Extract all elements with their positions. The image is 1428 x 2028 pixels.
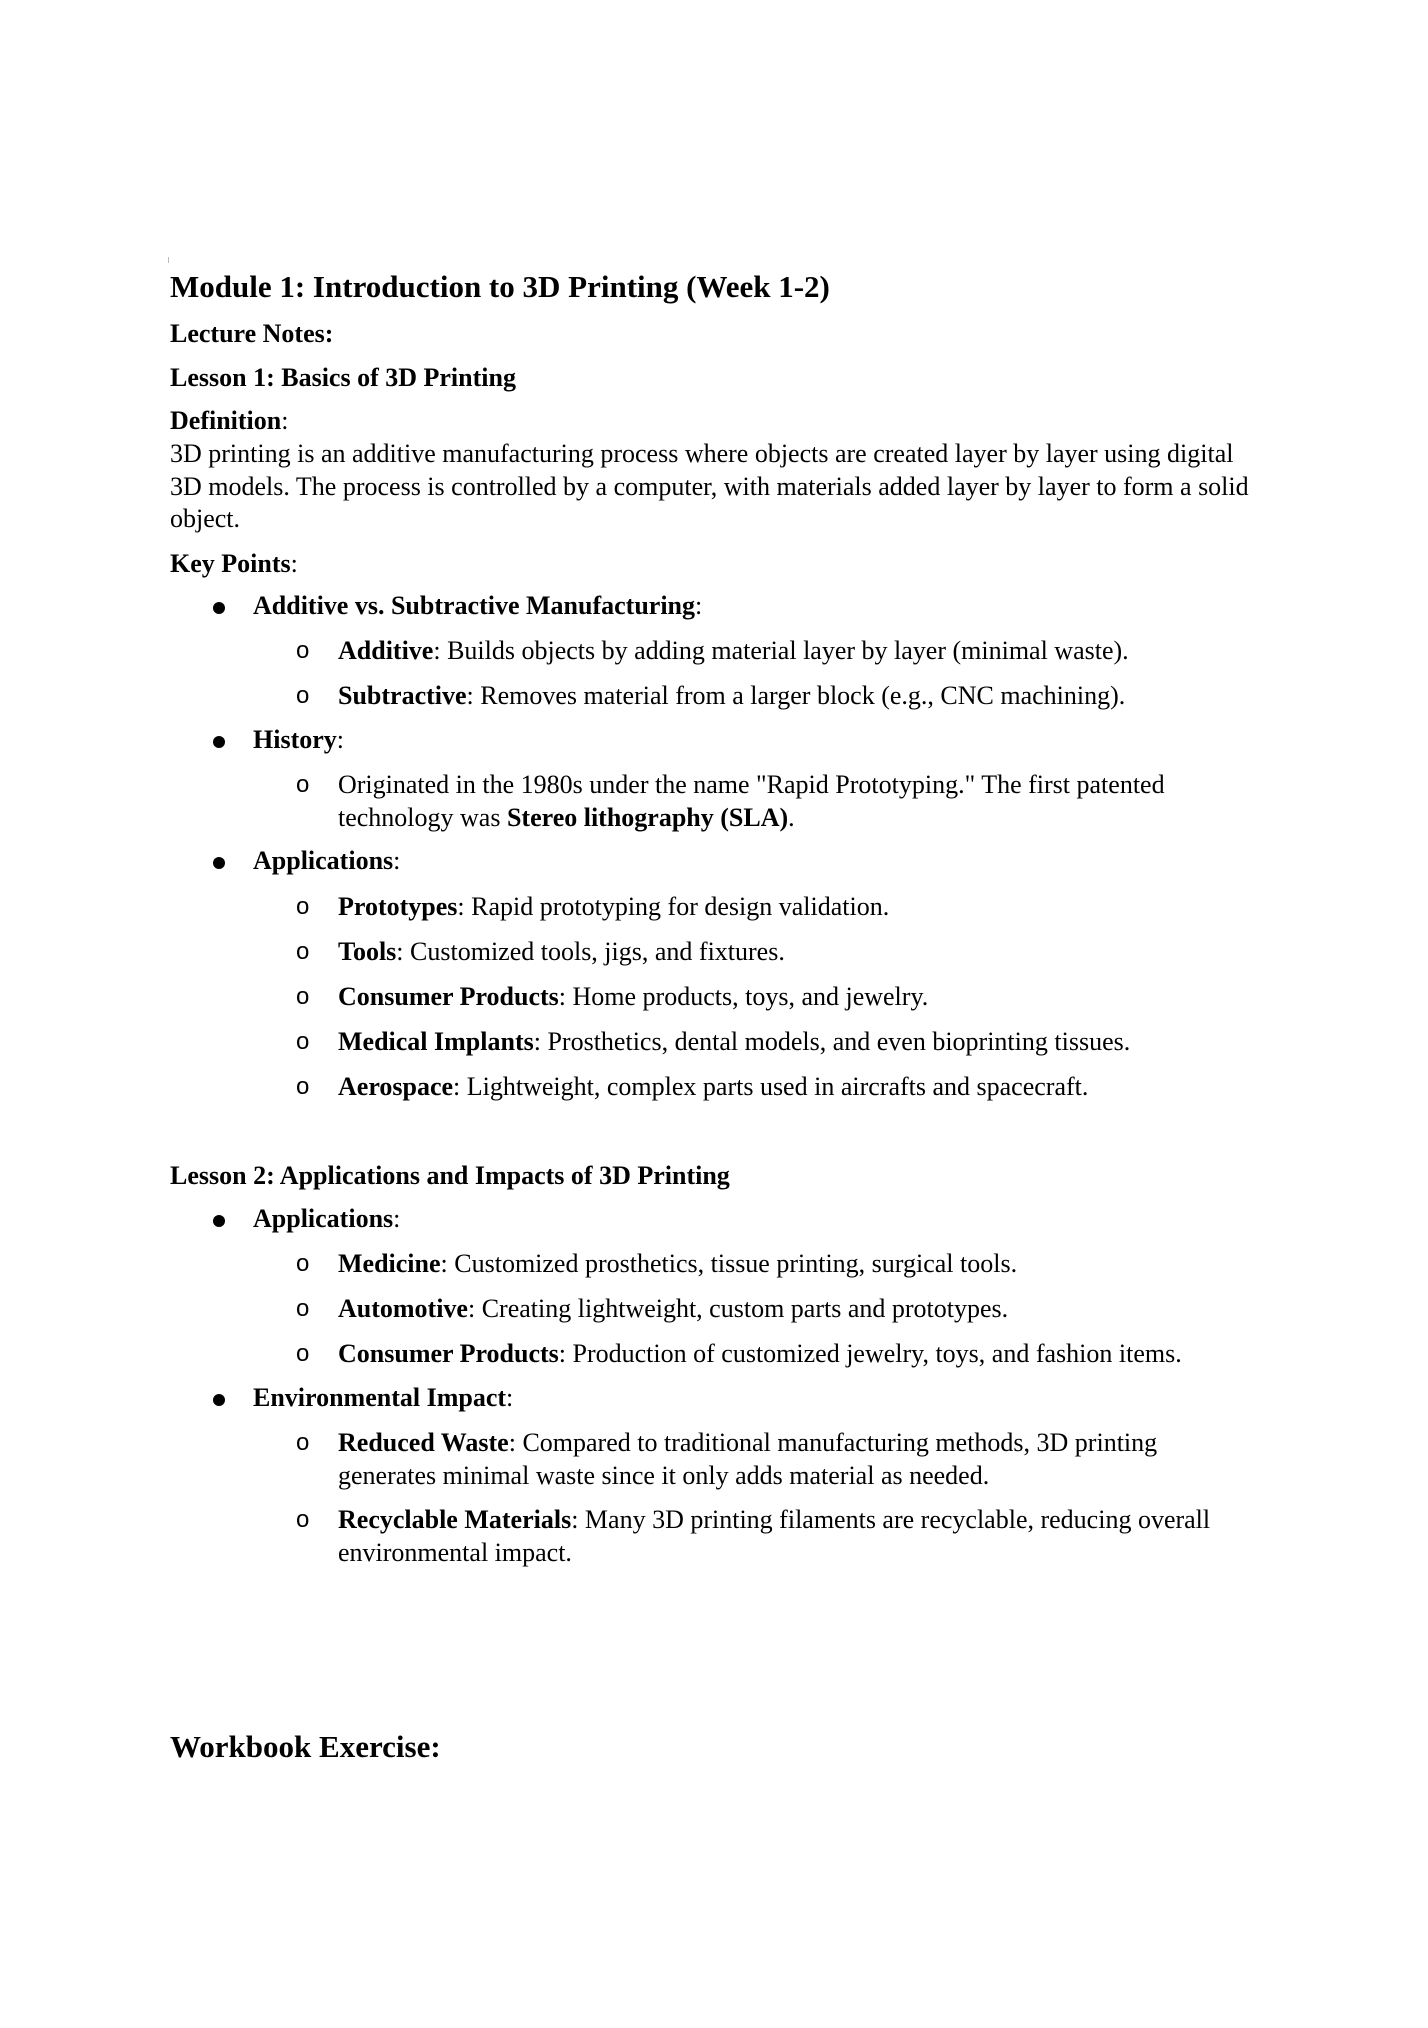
sub-bullet-icon: o bbox=[296, 771, 310, 798]
sub-bullet-icon: o bbox=[296, 1073, 310, 1100]
app-item-automotive: Automotive: Creating lightweight, custom parts and prototypes. bbox=[338, 1294, 1009, 1323]
bullet-icon bbox=[213, 736, 225, 748]
history-heading: History: bbox=[253, 725, 344, 754]
history-item: Originated in the 1980s under the name "Rapid Prototyping." The first patented technology was Stereo lithography (SLA). bbox=[338, 770, 1165, 832]
app-item-consumer-products: Consumer Products: Home products, toys, and jewelry. bbox=[338, 982, 929, 1011]
workbook-exercise-heading: Workbook Exercise: bbox=[170, 1729, 441, 1764]
sub-bullet-icon: o bbox=[296, 682, 310, 709]
app-item-prototypes: Prototypes: Rapid prototyping for design validation. bbox=[338, 892, 890, 921]
lesson1-title: Lesson 1: Basics of 3D Printing bbox=[170, 363, 516, 392]
environmental-impact-heading: Environmental Impact: bbox=[253, 1383, 514, 1412]
sub-bullet-icon: o bbox=[296, 1250, 310, 1277]
sub-bullet-icon: o bbox=[296, 1028, 310, 1055]
sub-bullet-icon: o bbox=[296, 1429, 310, 1456]
module-title: Module 1: Introduction to 3D Printing (Week 1-2) bbox=[170, 269, 830, 304]
bullet-icon bbox=[213, 857, 225, 869]
sub-bullet-icon: o bbox=[296, 1295, 310, 1322]
app-item-consumer-products-2: Consumer Products: Production of customized jewelry, toys, and fashion items. bbox=[338, 1339, 1182, 1368]
sub-bullet-icon: o bbox=[296, 637, 310, 664]
sub-bullet-icon: o bbox=[296, 1340, 310, 1367]
definition-label: Definition: bbox=[170, 406, 289, 435]
key-points-label: Key Points: bbox=[170, 549, 298, 578]
app-item-medicine: Medicine: Customized prosthetics, tissue printing, surgical tools. bbox=[338, 1249, 1018, 1278]
bullet-icon bbox=[213, 602, 225, 614]
bullet-icon bbox=[213, 1215, 225, 1227]
sub-bullet-icon: o bbox=[296, 938, 310, 965]
additive-item: Additive: Builds objects by adding material layer by layer (minimal waste). bbox=[338, 636, 1129, 665]
subtractive-item: Subtractive: Removes material from a larger block (e.g., CNC machining). bbox=[338, 681, 1126, 710]
app-item-tools: Tools: Customized tools, jigs, and fixtures. bbox=[338, 937, 785, 966]
bullet-icon bbox=[213, 1394, 225, 1406]
sub-bullet-icon: o bbox=[296, 983, 310, 1010]
lesson2-title: Lesson 2: Applications and Impacts of 3D Printing bbox=[170, 1161, 730, 1190]
additive-heading: Additive vs. Subtractive Manufacturing: bbox=[253, 591, 703, 620]
env-item-reduced-waste: Reduced Waste: Compared to traditional manufacturing methods, 3D printing generates minimal waste since it only adds material as needed. bbox=[338, 1428, 1158, 1490]
sub-bullet-icon: o bbox=[296, 1506, 310, 1533]
env-item-recyclable-materials: Recyclable Materials: Many 3D printing filaments are recyclable, reducing overall environmental impact. bbox=[338, 1505, 1211, 1567]
definition-text: 3D printing is an additive manufacturing process where objects are created layer by layer using digital 3D models. The process is controlled by a computer, with materials added layer by layer to form a solid object. bbox=[170, 439, 1249, 533]
lecture-notes-heading: Lecture Notes: bbox=[170, 319, 334, 348]
sub-bullet-icon: o bbox=[296, 893, 310, 920]
app-item-medical-implants: Medical Implants: Prosthetics, dental models, and even bioprinting tissues. bbox=[338, 1027, 1131, 1056]
lesson2-applications-heading: Applications: bbox=[253, 1204, 401, 1233]
app-item-aerospace: Aerospace: Lightweight, complex parts used in aircrafts and spacecraft. bbox=[338, 1072, 1089, 1101]
applications-heading: Applications: bbox=[253, 846, 401, 875]
cursor-mark bbox=[168, 257, 169, 263]
